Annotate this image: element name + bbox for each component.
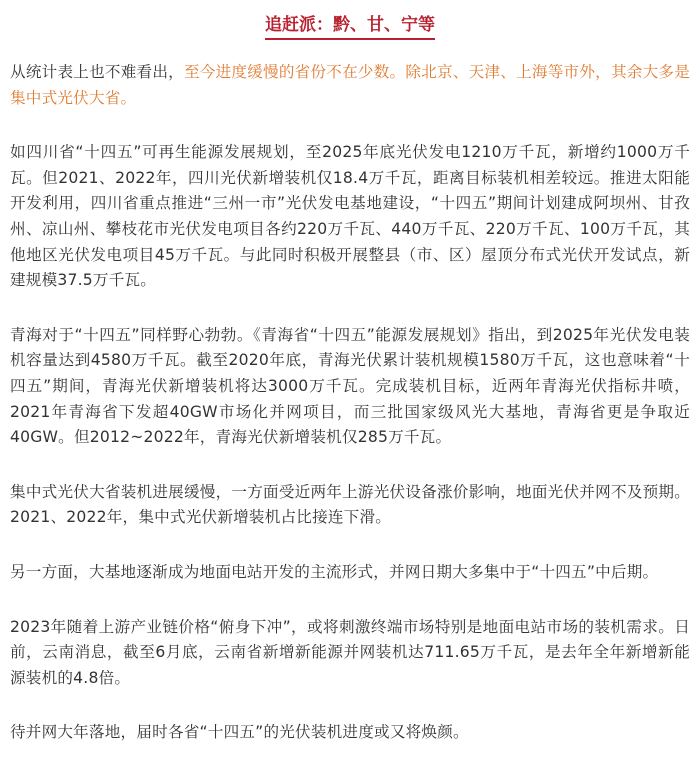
paragraph-large-bases: 另一方面，大基地逐渐成为地面电站开发的主流形式，并网日期大多集中于“十四五”中后期。 xyxy=(10,562,659,581)
section-heading-wrapper xyxy=(10,14,690,40)
article xyxy=(0,14,700,783)
paragraph-centralized-slowdown: 集中式光伏大省装机进展缓慢，一方面受近两年上游光伏设备涨价影响，地面光伏并网不及预期。2021、2022年，集中式光伏新增装机占比接连下滑。 xyxy=(10,482,690,527)
paragraph-qinghai: 青海对于“十四五”同样野心勃勃。《青海省“十四五”能源发展规划》指出，到2025年光伏发电装机容量达到4580万千瓦。截至2020年底，青海光伏累计装机规模1580万千瓦，这也意味着“十四五”期间，青海光伏新增装机将达3000万千瓦。完成装机目标，近两年青海光伏指标井喷，2021年青海省下发超40GW市场化并网项目，而三批国家级风光大基地，青海省更是争取近40GW。但2012~2022年，青海光伏新增装机仅285万千瓦。 xyxy=(10,325,690,447)
intro-highlight-text: 至今进度缓慢的省份不在少数。除北京、天津、上海等市外，其余大多是集中式光伏大省。 xyxy=(10,63,691,107)
paragraph-intro xyxy=(10,60,690,111)
section-heading: 追赶派：黔、甘、宁等 xyxy=(265,14,435,40)
paragraph-2023-outlook: 2023年随着上游产业链价格“俯身下冲”，或将刺激终端市场特别是地面电站市场的装机需求。日前，云南消息，截至6月底，云南省新增新能源并网装机达711.65万千瓦，是去年全年新增新能源装机的4.8倍。 xyxy=(10,617,690,687)
paragraph-sichuan: 如四川省“十四五”可再生能源发展规划，至2025年底光伏发电1210万千瓦，新增约1000万千瓦。但2021、2022年，四川光伏新增装机仅18.4万千瓦，距离目标装机相差较远。推进太阳能开发利用，四川省重点推进“三州一市”光伏发电基地建设，“十四五”期间计划建成阿坝州、甘孜州、凉山州、攀枝花市光伏发电项目各约220万千瓦、440万千瓦、220万千瓦、100万千瓦，其他地区光伏发电项目45万千瓦。与此同时积极开展整县（市、区）屋顶分布式光伏开发试点，新建规模37.5万千瓦。 xyxy=(10,143,690,290)
intro-lead-text: 从统计表上也不难看出， xyxy=(10,63,184,81)
paragraph-conclusion: 待并网大年落地，届时各省“十四五”的光伏装机进度或又将焕颜。 xyxy=(10,723,469,742)
